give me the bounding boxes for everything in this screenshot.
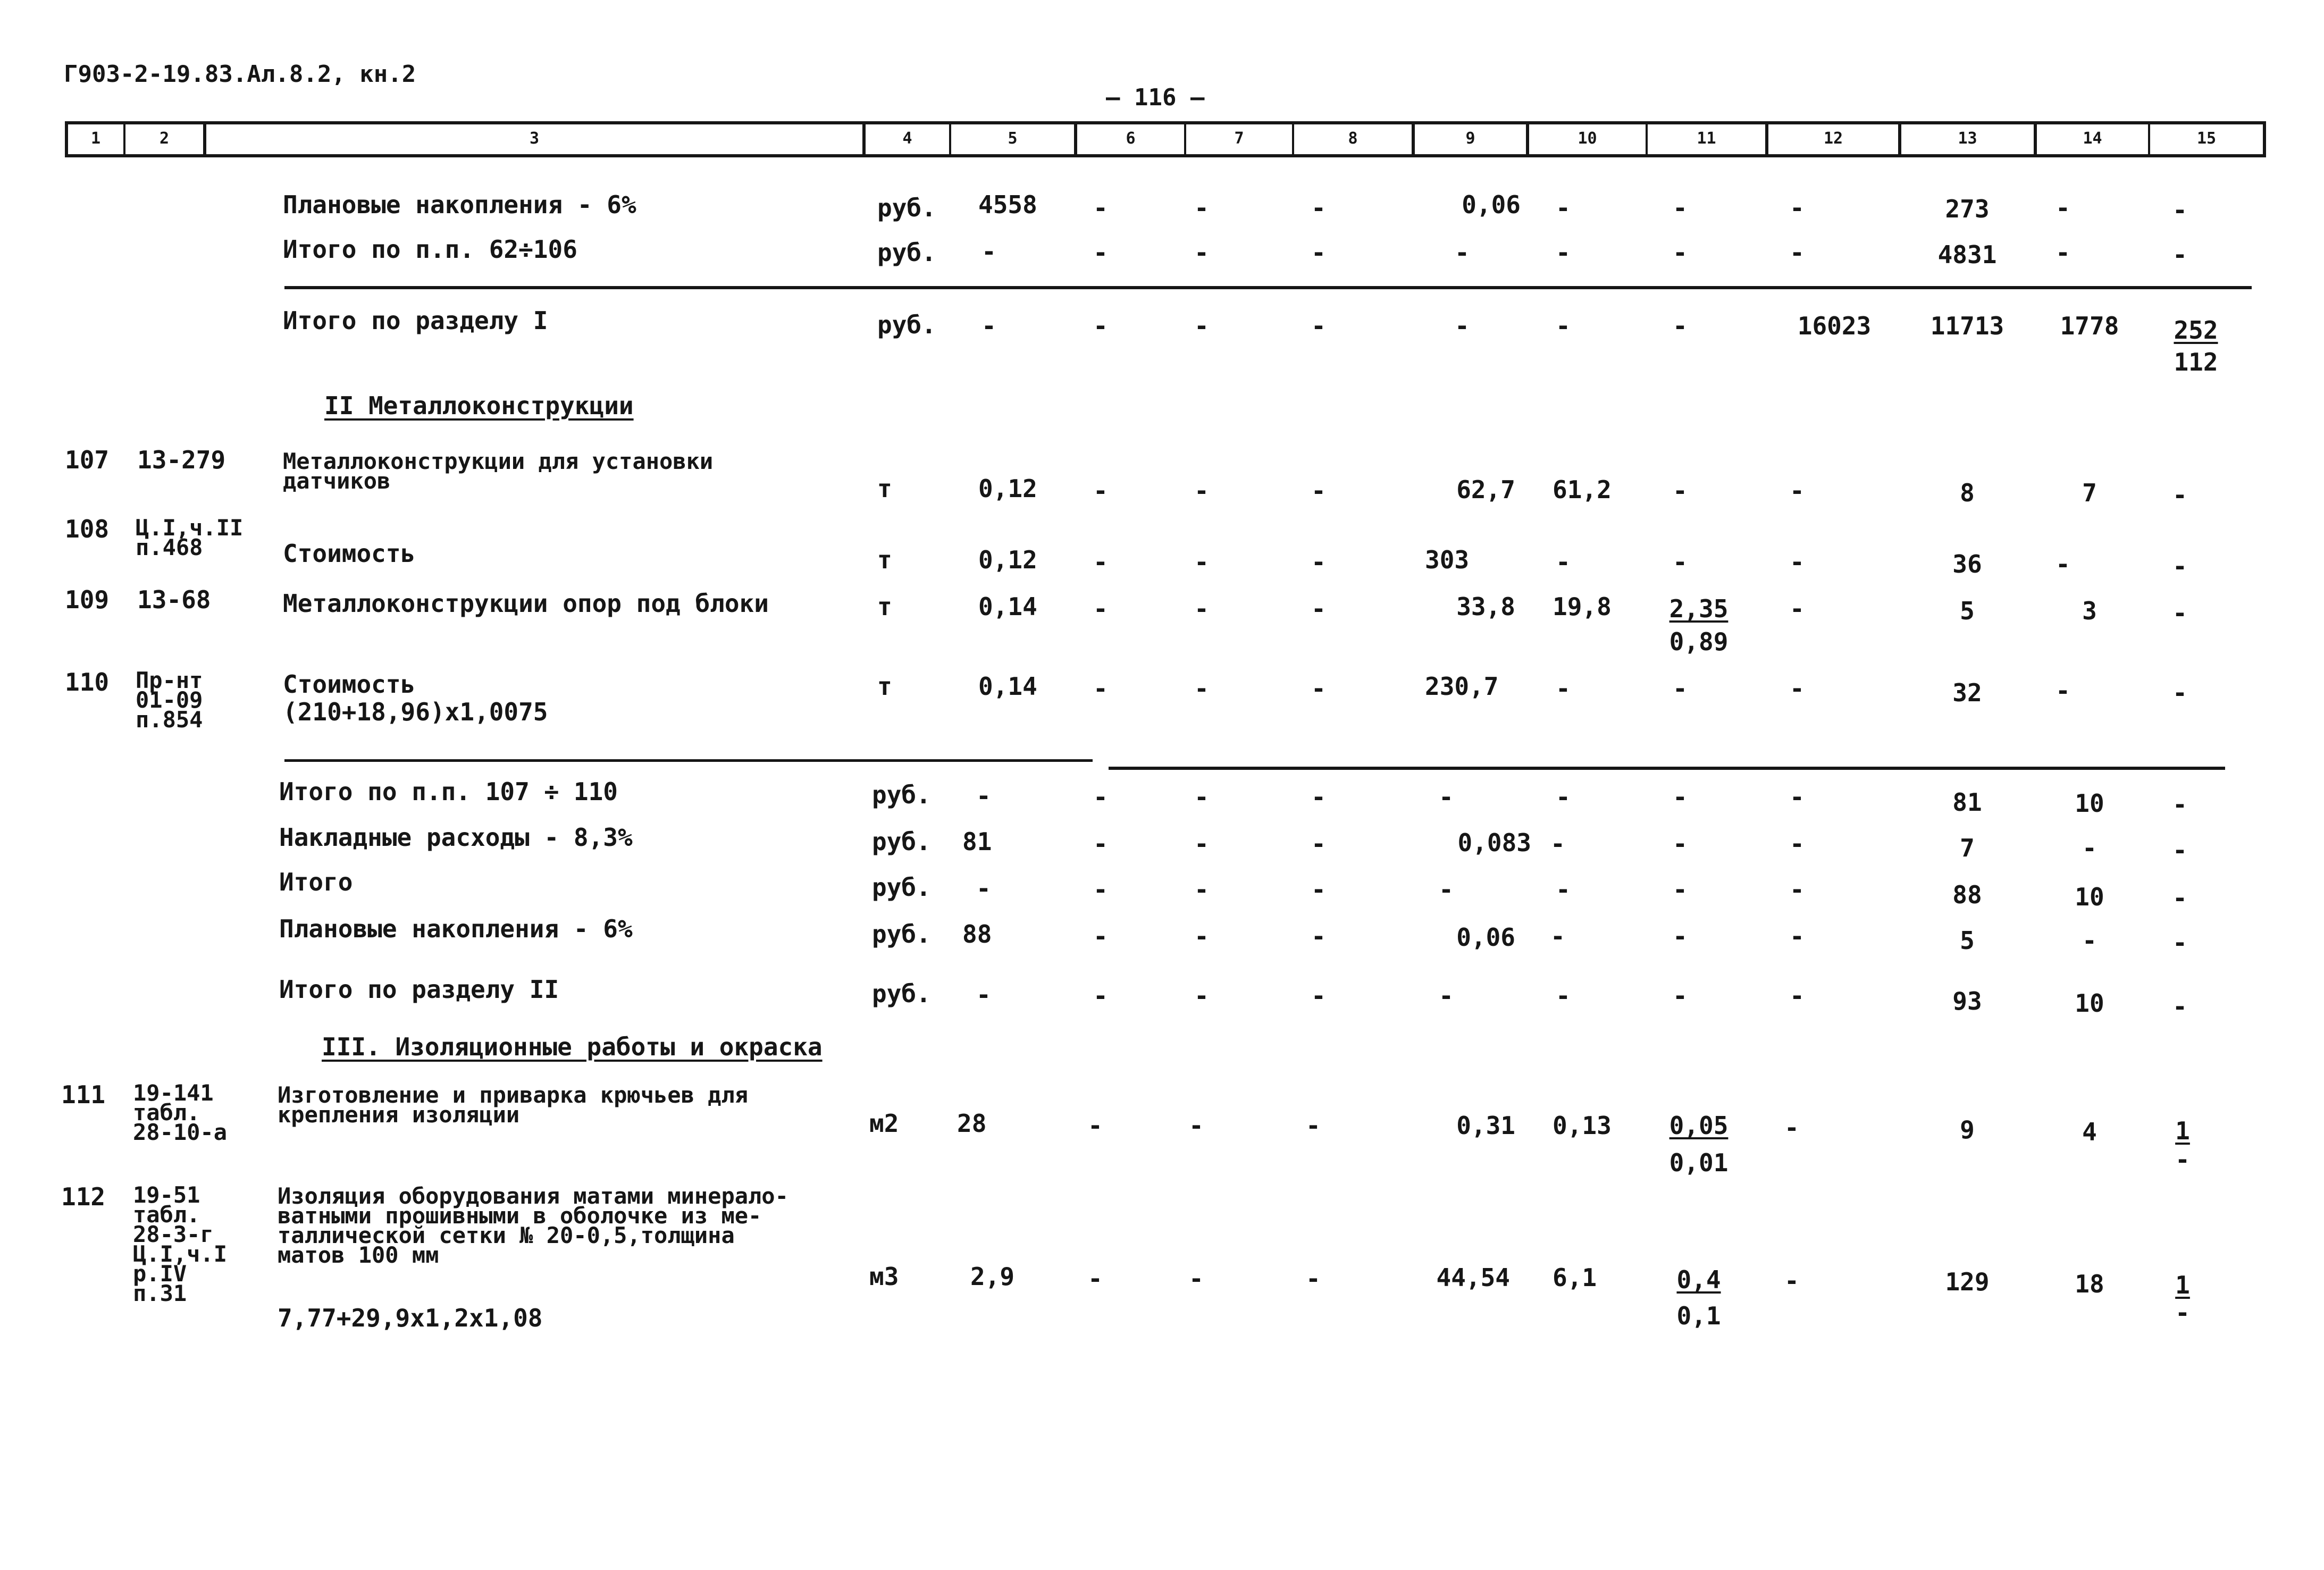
cell-c11: -	[1673, 312, 1688, 340]
fraction-denominator: 0,1	[1676, 1302, 1721, 1330]
cell-c14: -	[2055, 238, 2070, 267]
cell-c6: -	[1088, 1111, 1103, 1140]
row-unit: руб.	[877, 194, 936, 222]
cell-c10: -	[1556, 548, 1571, 576]
cell-c9: 62,7	[1456, 475, 1515, 504]
cell-c11: -	[1673, 476, 1688, 505]
cell-c14: 4	[2082, 1118, 2097, 1146]
page-number: — 116 —	[1106, 84, 1205, 111]
column-header: 10	[1578, 129, 1597, 148]
row-ref: Пр-нт 01-09 п.854	[136, 667, 203, 733]
cell-c6: -	[1093, 238, 1108, 267]
cell-c15: -	[2172, 884, 2187, 912]
cell-c7: -	[1194, 875, 1209, 904]
row-ref: 19-51 табл. 28-3-г Ц.I,ч.I р.IV п.31	[133, 1182, 228, 1306]
row-name: Итого по разделу II	[279, 975, 559, 1004]
cell-c7: -	[1194, 922, 1209, 951]
column-header: 3	[529, 129, 540, 148]
row-unit: т	[877, 592, 892, 621]
row-name: Плановые накопления - 6%	[279, 914, 633, 943]
row-code: 108	[65, 515, 110, 543]
cell-c13: 5	[1960, 926, 1975, 955]
cell-c7: -	[1194, 674, 1209, 703]
fraction-numerator: 0,4	[1676, 1265, 1721, 1294]
cell-c5: 2,9	[970, 1262, 1015, 1291]
column-header: 13	[1958, 129, 1977, 148]
cell-c9: -	[1455, 312, 1470, 340]
cell-c11: -	[1673, 981, 1688, 1010]
row-unit: т	[877, 545, 892, 574]
cell-c8: -	[1311, 194, 1326, 222]
cell-c5: 88	[962, 920, 992, 948]
cell-c14: -	[2055, 676, 2070, 705]
cell-c6: -	[1093, 875, 1108, 904]
column-header: 2	[159, 129, 170, 148]
cell-c5: -	[981, 237, 996, 266]
cell-c15: -	[2172, 678, 2187, 707]
row-unit: руб.	[872, 979, 931, 1008]
cell-c14: 3	[2082, 597, 2097, 625]
column-header: 8	[1348, 129, 1358, 148]
cell-c7: -	[1194, 981, 1209, 1010]
row-unit: руб.	[872, 780, 931, 809]
cell-c10: -	[1556, 238, 1571, 267]
cell-c14: -	[2055, 550, 2070, 578]
cell-c11-fraction	[1659, 1113, 1739, 1175]
row-unit: руб.	[877, 310, 936, 339]
cell-c11: -	[1673, 829, 1688, 858]
cell-c5: -	[976, 782, 991, 810]
cell-c9: 0,06	[1462, 190, 1521, 219]
cell-c10: 61,2	[1553, 475, 1612, 504]
column-header: 7	[1234, 129, 1244, 148]
cell-c6: -	[1093, 922, 1108, 951]
row-name: Итого	[279, 868, 353, 896]
cell-c12: -	[1784, 1113, 1799, 1142]
fraction-denominator: -	[2175, 1298, 2190, 1327]
column-header: 5	[1008, 129, 1018, 148]
cell-c9: 230,7	[1425, 672, 1499, 701]
section-divider	[284, 759, 1093, 762]
cell-c9: -	[1439, 783, 1454, 811]
cell-c12: -	[1784, 1266, 1799, 1295]
row-name: Итого по п.п. 107 ÷ 110	[279, 777, 618, 806]
cell-c13: 273	[1945, 195, 1990, 223]
cell-c12: -	[1790, 922, 1805, 951]
cell-c8: -	[1311, 981, 1326, 1010]
cell-c13: 7	[1960, 834, 1975, 862]
cell-c11-fraction	[1659, 1267, 1739, 1328]
cell-c9: 33,8	[1456, 592, 1515, 621]
cell-c13: 32	[1952, 678, 1982, 707]
cell-c10: 0,13	[1553, 1111, 1612, 1140]
fraction-denominator: 0,01	[1669, 1148, 1729, 1177]
cell-c15: -	[2172, 481, 2187, 509]
cell-c12: -	[1790, 875, 1805, 904]
cell-c6: -	[1093, 674, 1108, 703]
cell-c11: -	[1673, 922, 1688, 951]
cell-c15-fraction	[2151, 1116, 2214, 1174]
cell-c15: -	[2172, 552, 2187, 581]
row-name: Металлоконструкции для установки датчиков	[283, 448, 714, 494]
document-code: Г903-2-19.83.Ал.8.2, кн.2	[64, 61, 416, 88]
cell-c5: 0,14	[978, 592, 1037, 621]
cell-c7: -	[1189, 1264, 1204, 1293]
cell-c11: -	[1673, 674, 1688, 703]
column-header: 15	[2196, 129, 2217, 148]
cell-c9: -	[1455, 238, 1470, 267]
cell-c13: 93	[1952, 987, 1982, 1015]
fraction-denominator: 112	[2174, 348, 2218, 376]
cell-c12: -	[1790, 548, 1805, 576]
row-code: 112	[61, 1182, 106, 1211]
row-name: Стоимость	[283, 539, 416, 568]
column-header: 14	[2083, 129, 2102, 148]
cell-c10: -	[1556, 674, 1571, 703]
row-code: 111	[61, 1080, 106, 1109]
section-divider	[1109, 767, 2225, 770]
cell-c9: 303	[1425, 545, 1470, 574]
cell-c12: -	[1790, 594, 1805, 623]
cell-c9: 0,31	[1456, 1111, 1515, 1140]
cell-c13: 8	[1960, 478, 1975, 507]
fraction-numerator: 1	[2175, 1116, 2190, 1145]
cell-c6: -	[1088, 1264, 1103, 1293]
cell-c5: -	[976, 980, 991, 1009]
cell-c7: -	[1189, 1111, 1204, 1140]
cell-c12: -	[1790, 476, 1805, 505]
cell-c13: 9	[1960, 1115, 1975, 1144]
cell-c7: -	[1194, 783, 1209, 811]
section-divider	[284, 286, 2252, 289]
cell-c6: -	[1093, 783, 1108, 811]
cell-c14: 10	[2075, 789, 2104, 818]
cell-c14: -	[2082, 834, 2097, 862]
cell-c14: -	[2055, 194, 2070, 222]
cell-c11-fraction	[1659, 594, 1739, 656]
cell-c8: -	[1306, 1264, 1321, 1293]
cell-c13: 5	[1960, 597, 1975, 625]
cell-c8: -	[1311, 674, 1326, 703]
cell-c9: 0,083	[1457, 828, 1531, 857]
row-code: 110	[65, 668, 110, 696]
cell-c8: -	[1311, 922, 1326, 951]
cell-c13: 129	[1945, 1267, 1990, 1296]
row-unit: м3	[869, 1262, 899, 1291]
cell-c13: 81	[1952, 788, 1982, 817]
row-unit: т	[877, 672, 892, 701]
row-unit: руб.	[872, 873, 931, 902]
cell-c6: -	[1093, 548, 1108, 576]
column-header: 11	[1697, 129, 1716, 148]
row-name: Стоимость (210+18,96)x1,0075	[283, 670, 548, 726]
column-header: 1	[90, 129, 101, 148]
cell-c11: -	[1673, 238, 1688, 267]
cell-c13: 36	[1952, 550, 1982, 578]
row-unit: т	[877, 474, 892, 503]
row-formula: 7,77+29,9x1,2x1,08	[278, 1304, 543, 1332]
cell-c8: -	[1311, 829, 1326, 858]
cell-c6: -	[1093, 594, 1108, 623]
cell-c14: 7	[2082, 478, 2097, 507]
row-name: Накладные расходы - 8,3%	[279, 823, 633, 852]
cell-c8: -	[1311, 783, 1326, 811]
cell-c10: -	[1550, 829, 1565, 858]
cell-c14: 18	[2075, 1270, 2104, 1298]
cell-c15: -	[2172, 928, 2187, 957]
row-unit: м2	[869, 1109, 899, 1138]
cell-c5: 0,14	[978, 672, 1037, 701]
fraction-numerator: 0,05	[1669, 1111, 1729, 1140]
cell-c12: -	[1790, 783, 1805, 811]
cell-c12: -	[1790, 981, 1805, 1010]
cell-c10: -	[1556, 194, 1571, 222]
cell-c5: 0,12	[978, 545, 1037, 574]
cell-c6: -	[1093, 476, 1108, 505]
column-header: 9	[1465, 129, 1475, 148]
cell-c10: -	[1556, 783, 1571, 811]
row-name: Плановые накопления - 6%	[283, 190, 636, 219]
row-name: Итого по п.п. 62÷106	[283, 235, 577, 264]
column-header: 6	[1126, 129, 1136, 148]
cell-c5: -	[976, 874, 991, 903]
cell-c11: -	[1673, 194, 1688, 222]
cell-c15: -	[2172, 240, 2187, 269]
row-code: 109	[65, 585, 110, 614]
cell-c7: -	[1194, 594, 1209, 623]
cell-c10: -	[1550, 922, 1565, 951]
cell-c10: -	[1556, 875, 1571, 904]
cell-c8: -	[1311, 238, 1326, 267]
cell-c11: -	[1673, 548, 1688, 576]
column-header: 12	[1823, 129, 1843, 148]
cell-c7: -	[1194, 548, 1209, 576]
row-unit: руб.	[877, 238, 936, 267]
cell-c5: 81	[962, 827, 992, 856]
cell-c14: 1778	[2060, 312, 2119, 340]
cell-c7: -	[1194, 194, 1209, 222]
cell-c5: 28	[957, 1109, 987, 1138]
row-ref: Ц.I,ч.II п.468	[136, 515, 244, 560]
cell-c11: -	[1673, 783, 1688, 811]
cell-c6: -	[1093, 981, 1108, 1010]
cell-c11: -	[1673, 875, 1688, 904]
cell-c14: 10	[2075, 883, 2104, 911]
row-name: Металлоконструкции опор под блоки	[283, 589, 769, 618]
cell-c12: -	[1790, 829, 1805, 858]
row-name: Изоляция оборудования матами минерало- ватными прошивными в оболочке из ме- таллической сетки № 20-0,5,толщина матов 100 мм	[278, 1183, 788, 1268]
cell-c6: -	[1093, 829, 1108, 858]
cell-c15-fraction	[2151, 1273, 2214, 1325]
cell-c6: -	[1093, 194, 1108, 222]
cell-c10: 19,8	[1553, 592, 1612, 621]
cell-c9: 44,54	[1436, 1263, 1510, 1292]
fraction-denominator: -	[2175, 1145, 2190, 1174]
cell-c13: 88	[1952, 880, 1982, 909]
cell-c15: -	[2172, 599, 2187, 627]
fraction-numerator: 252	[2174, 316, 2218, 345]
cell-c7: -	[1194, 476, 1209, 505]
row-code: 107	[65, 446, 110, 474]
row-name: Итого по разделу I	[283, 306, 548, 335]
cell-c7: -	[1194, 312, 1209, 340]
cell-c7: -	[1194, 238, 1209, 267]
cell-c8: -	[1311, 476, 1326, 505]
cell-c13: 11713	[1930, 312, 2004, 340]
section-heading: II Металлоконструкции	[324, 391, 634, 420]
cell-c13: 4831	[1937, 240, 1997, 269]
row-ref: 13-68	[137, 585, 211, 614]
row-ref: 13-279	[137, 446, 226, 474]
cell-c10: 6,1	[1553, 1263, 1597, 1292]
section-heading: III. Изоляционные работы и окраска	[322, 1032, 823, 1061]
cell-c12: -	[1790, 238, 1805, 267]
cell-c15-fraction	[2164, 318, 2228, 374]
fraction-denominator: 0,89	[1669, 627, 1729, 656]
cell-c15: -	[2172, 836, 2187, 864]
cell-c15: -	[2172, 790, 2187, 819]
cell-c6: -	[1093, 312, 1108, 340]
cell-c9: 0,06	[1456, 923, 1515, 952]
cell-c5: 4558	[978, 190, 1037, 219]
cell-c9: -	[1439, 875, 1454, 904]
row-unit: руб.	[872, 827, 931, 856]
cell-c14: -	[2082, 926, 2097, 955]
cell-c8: -	[1311, 875, 1326, 904]
row-unit: руб.	[872, 920, 931, 948]
cell-c15: -	[2172, 992, 2187, 1021]
cell-c5: -	[981, 312, 996, 340]
fraction-numerator: 1	[2175, 1271, 2190, 1299]
cell-c10: -	[1556, 312, 1571, 340]
cell-c8: -	[1306, 1111, 1321, 1140]
cell-c15: -	[2172, 196, 2187, 224]
fraction-numerator: 2,35	[1669, 594, 1729, 623]
cell-c14: 10	[2075, 989, 2104, 1018]
cell-c7: -	[1194, 829, 1209, 858]
cell-c8: -	[1311, 594, 1326, 623]
cell-c8: -	[1311, 312, 1326, 340]
row-name: Изготовление и приварка крючьев для крепления изоляции	[278, 1082, 749, 1128]
cell-c8: -	[1311, 548, 1326, 576]
column-header: 4	[902, 129, 912, 148]
cell-c12: -	[1790, 674, 1805, 703]
cell-c12: 16023	[1797, 312, 1872, 340]
cell-c9: -	[1439, 981, 1454, 1010]
cell-c5: 0,12	[978, 474, 1037, 503]
cell-c12: -	[1790, 194, 1805, 222]
row-ref: 19-141 табл. 28-10-а	[133, 1080, 228, 1145]
cell-c10: -	[1556, 981, 1571, 1010]
